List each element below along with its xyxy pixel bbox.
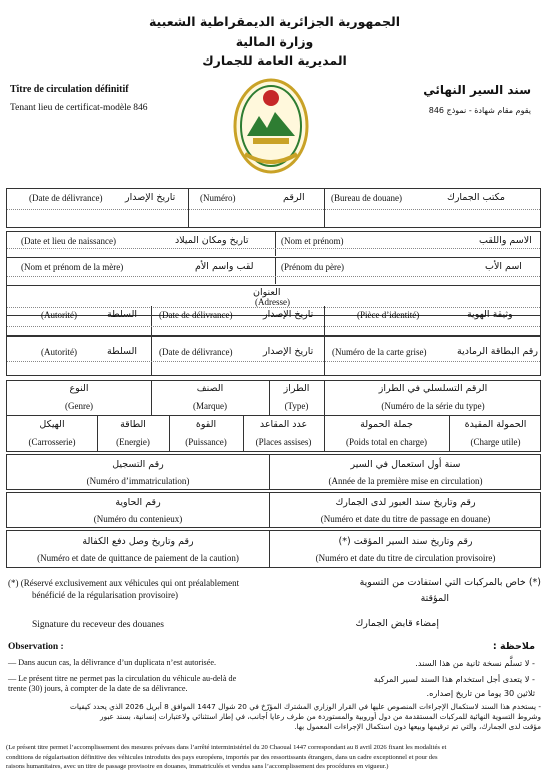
authority-label-2: (Autorité) — [41, 347, 77, 357]
first-use-year-label: (Année de la première mise en circulation) — [328, 476, 483, 486]
reserved-note-ar-2: المؤقتة — [420, 593, 449, 604]
address-label-ar: العنوان — [253, 287, 281, 298]
mother-name-label: (Nom et prénom de la mère) — [21, 262, 124, 272]
legal-ar-line-1: - يستخدم هذا السند لاستكمال الإجراءات المنصوص عليها في القرار الوزاري المشترك المؤرّخ في 20 شوال 1447 الموافق 8 أبريل 2026 الذي يحدد كيفيات — [69, 702, 541, 711]
caution-receipt-label: (Numéro et date de quittance de paiement de la caution) — [37, 553, 239, 563]
power-label: (Puissance) — [185, 437, 227, 447]
provisional-title-label: (Numéro et date du titre de circulation provisoire) — [315, 553, 496, 563]
legal-ar-line-2: وشروط التسوية النهائية للمركبات المستقدمة من دول أوروبية والمستوردة من طرف رعايا أجانب، في إطار استثنائي ولاعتبارات إنسانية، بسند عبور — [100, 712, 541, 721]
grey-card-label: (Numéro de la carte grise) — [332, 347, 427, 357]
republic-title: الجمهورية الجزائرية الديمقراطية الشعبية — [148, 14, 401, 29]
first-use-year-label-ar: سنة أول استعمال في السير — [350, 459, 461, 470]
grey-card-label-ar: رقم البطاقة الرمادية — [457, 346, 538, 357]
type-label-ar: الطراز — [283, 383, 310, 394]
father-name-label: (Prénom du père) — [281, 262, 344, 272]
reserved-note-fr-1: (*) (Réservé exclusivement aux véhicules qui ont préalablement — [8, 578, 240, 588]
energy-label-ar: الطاقة — [120, 419, 146, 430]
payload-label: (Charge utile) — [470, 437, 521, 447]
seats-label-ar: عدد المقاعد — [259, 419, 308, 430]
authority-label-2-ar: السلطة — [107, 346, 138, 357]
number-label: (Numéro) — [200, 193, 236, 203]
energy-label: (Energie) — [116, 437, 150, 447]
doc-date-label: (Date de délivrance) — [159, 310, 233, 320]
serial-label: (Numéro de la série du type) — [381, 401, 485, 411]
caution-receipt-label-ar: رقم وتاريخ وصل دفع الكفالة — [82, 536, 194, 547]
authority-label-ar: السلطة — [107, 309, 138, 320]
observation-ar-2b: ثلاثين 30 يوما من تاريخ إصداره. — [426, 688, 535, 698]
provisional-title-label-ar: رقم وتاريخ سند السير المؤقت (*) — [338, 536, 473, 547]
type-label: (Type) — [284, 401, 309, 411]
vehicle-type-row — [6, 380, 541, 416]
name-label-ar: الاسم واللقب — [479, 235, 532, 246]
caution-row — [6, 530, 541, 568]
container-row — [6, 492, 541, 528]
genre-label-ar: النوع — [69, 383, 89, 394]
subtitle-ar: يقوم مقام شهادة - نموذج 846 — [428, 106, 531, 115]
container-number-label-ar: رقم الحاوية — [115, 497, 161, 508]
card-date-label-ar: تاريخ الإصدار — [263, 346, 314, 357]
id-document-label: (Pièce d’identité) — [357, 310, 420, 320]
address-label: (Adresse) — [255, 297, 290, 307]
total-weight-label: (Poids total en charge) — [345, 437, 428, 447]
issuance-date-label: (Date de délivrance) — [29, 193, 103, 203]
signature-label-ar: إمضاء قابض الجمارك — [355, 618, 439, 629]
registration-row — [6, 454, 541, 490]
body-label: (Carrosserie) — [28, 437, 76, 447]
ministry-title: وزارة المالية — [235, 34, 314, 49]
observation-fr-1: — Dans aucun cas, la délivrance d’un duplicata n’est autorisée. — [8, 658, 217, 667]
genre-label: (Genre) — [65, 401, 93, 411]
passage-title-label: (Numéro et date du titre de passage en douane) — [320, 514, 491, 524]
name-label: (Nom et prénom) — [281, 236, 344, 246]
observation-fr-2b: trente (30) jours, à compter de la date de sa délivrance. — [8, 684, 188, 693]
customs-emblem-icon — [231, 76, 311, 180]
birth-label-ar: تاريخ ومكان الميلاد — [175, 235, 249, 246]
number-label-ar: الرقم — [283, 192, 305, 203]
id-document-label-ar: وثيقة الهوية — [467, 309, 513, 320]
legal-ar-line-3: مؤقت لدى الجمارك، والتي تم ترقيمها وبيعها دون استكمال الإجراءات المعمول بها. — [294, 722, 541, 731]
subtitle-fr: Tenant lieu de certificat-modèle 846 — [10, 103, 148, 113]
observation-heading: Observation : — [8, 642, 64, 652]
father-name-label-ar: اسم الأب — [485, 261, 522, 272]
passage-title-label-ar: رقم وتاريخ سند العبور لدى الجمارك — [335, 497, 476, 508]
plate-number-label: (Numéro d’immatriculation) — [86, 476, 190, 486]
seats-label: (Places assises) — [255, 437, 312, 447]
legal-fr-line-2: conditions de régularisation définitive des véhicules introduits des pays européens, importés par des ressortissants étrangers, dans un cadre exceptionnel et pour des — [6, 753, 438, 761]
registration-card-row — [6, 336, 541, 376]
legal-text-fr — [6, 743, 543, 772]
authority-label: (Autorité) — [41, 310, 77, 320]
total-weight-label-ar: جملة الحمولة — [360, 419, 413, 430]
signature-label: Signature du receveur des douanes — [32, 620, 164, 630]
reserved-note-ar-1: (*) خاص بالمركبات التي استفادت من التسوية — [359, 577, 541, 588]
identity-block — [6, 231, 541, 316]
vehicle-specs-row — [6, 416, 541, 452]
identity-document-row — [6, 306, 541, 336]
container-number-label: (Numéro du contenieux) — [93, 514, 183, 524]
issuance-date-label-ar: تاريخ الإصدار — [125, 192, 176, 203]
title-fr: Titre de circulation définitif — [10, 84, 129, 95]
plate-number-label-ar: رقم التسجيل — [112, 459, 164, 470]
legal-text-ar — [8, 702, 541, 732]
birth-label: (Date et lieu de naissance) — [21, 236, 116, 246]
directorate-title: المديرية العامة للجمارك — [202, 53, 347, 68]
legal-fr-line-3: raisons humanitaires, avec un titre de passage provisoire en douanes, immatriculés et vendus sans l’accomplissement des procédures en vigueur.) — [6, 763, 389, 770]
card-date-label: (Date de délivrance) — [159, 347, 233, 357]
serial-label-ar: الرقم التسلسلي في الطراز — [378, 383, 488, 394]
observation-fr-2a: — Le présent titre ne permet pas la circulation du véhicule au-delà de — [8, 674, 237, 683]
mother-name-label-ar: لقب واسم الأم — [195, 261, 254, 272]
observation-ar-2a: - لا يتعدى أجل استخدام هذا السند لسير المركبة — [373, 674, 535, 684]
observation-ar-1: - لا تسلَّم نسخة ثانية من هذا السند. — [415, 658, 535, 668]
brand-label: (Marque) — [193, 401, 227, 411]
doc-date-label-ar: تاريخ الإصدار — [263, 309, 314, 320]
observation-heading-ar: ملاحظة : — [492, 641, 535, 652]
body-label-ar: الهيكل — [39, 419, 65, 430]
customs-office-label-ar: مكتب الجمارك — [447, 192, 506, 203]
legal-fr-line-1: (Le présent titre permet l’accomplissement des mesures prévues dans l’arrêté interministériel du 20 Chaoual 1447 correspondant au 8 avril 2026 fixant les modalités et — [6, 744, 447, 751]
power-label-ar: القوة — [195, 419, 217, 430]
reserved-note-fr-2: bénéficié de la régularisation provisoire) — [32, 590, 178, 600]
brand-label-ar: الصنف — [196, 383, 224, 394]
title-ar: سند السير النهائي — [423, 83, 531, 97]
issuance-row — [6, 188, 541, 228]
customs-office-label: (Bureau de douane) — [331, 193, 402, 203]
payload-label-ar: الحمولة المقيدة — [464, 419, 527, 430]
